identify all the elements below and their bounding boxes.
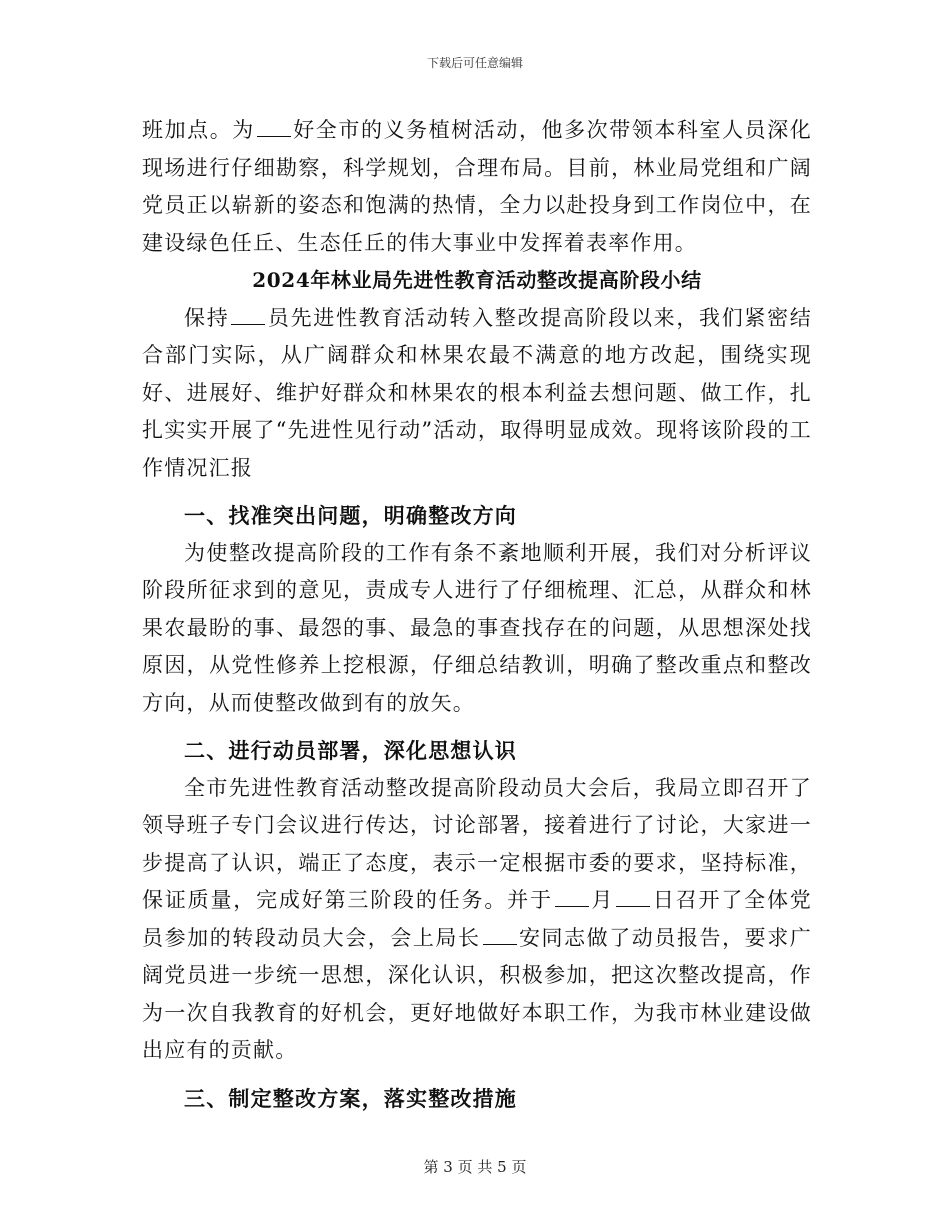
header-note: 下载后可任意编辑 [426, 56, 523, 70]
section-1-paragraph: 为使整改提高阶段的工作有条不紊地顺利开展，我们对分析评议阶段所征求到的意见，责成专人进行了仔细梳理、汇总，从群众和林果农最盼的事、最怨的事、最急的事查找存在的问题，从思想深处找原因，从党性修养上挖根源，仔细总结教训，明确了整改重点和整改方向，从而使整改做到有的放矢。 [142, 540, 812, 715]
fill-blank-name [483, 926, 517, 945]
article-intro-start: 保持 [184, 305, 230, 330]
section-2-text-a: 全市先进性教育活动整改提高阶段动员大会后，我局立即召开了领导班子专门会议进行传达，讨论部署，接着进行了讨论，大家进一步提高了认识，端正了态度，表示一定根据市委的要求，坚持标准，保证质量，完成好第三阶段的任务。并于 [142, 775, 812, 912]
intro-paragraph [142, 112, 812, 262]
fill-blank [257, 118, 291, 137]
fill-blank-day [616, 888, 650, 907]
section-2-text-d: 安同志做了动员报告，要求广阔党员进一步统一思想，深化认识，积极参加，把这次整改提高，作为一次自我教育的好机会，更好地做好本职工作，为我市林业建设做出应有的贡献。 [142, 925, 813, 1062]
page-footer: 第 3 页 共 5 页 [423, 1158, 527, 1176]
article-title: 2024年林业局先进性教育活动整改提高阶段小结 [252, 268, 702, 292]
intro-text-start: 班加点。为 [142, 118, 255, 142]
section-1-heading: 一、找准突出问题，明确整改方向 [184, 503, 517, 528]
section-3-heading: 三、制定整改方案，落实整改措施 [184, 1085, 517, 1111]
article-intro-paragraph [142, 300, 812, 488]
section-2-text-c: 日召开了全体党员参加的转段动员大会，会上局长 [142, 888, 813, 950]
document-body [142, 112, 812, 1117]
fill-blank-month [555, 888, 589, 907]
article-intro-rest: 员先进性教育活动转入整改提高阶段以来，我们紧密结合部门实际，从广阔群众和林果农最不满意的地方改起，围绕实现好、进展好、维护好群众和林果农的根本利益去想问题、做工作，扎扎实实开展了“先进性见行动”活动，取得明显成效。现将该阶段的工作情况汇报 [142, 305, 812, 480]
section-2-paragraph [142, 770, 812, 1070]
section-2-heading: 二、进行动员部署，深化思想认识 [184, 738, 517, 763]
fill-blank [231, 306, 265, 325]
intro-text-rest: 好全市的义务植树活动，他多次带领本科室人员深化现场进行仔细勘察，科学规划，合理布局。目前，林业局党组和广阔党员正以崭新的姿态和饱满的热情，全力以赴投身到工作岗位中，在建设绿色任丘、生态任丘的伟大事业中发挥着表率作用。 [142, 118, 812, 255]
section-2-text-b: 月 [590, 888, 615, 912]
